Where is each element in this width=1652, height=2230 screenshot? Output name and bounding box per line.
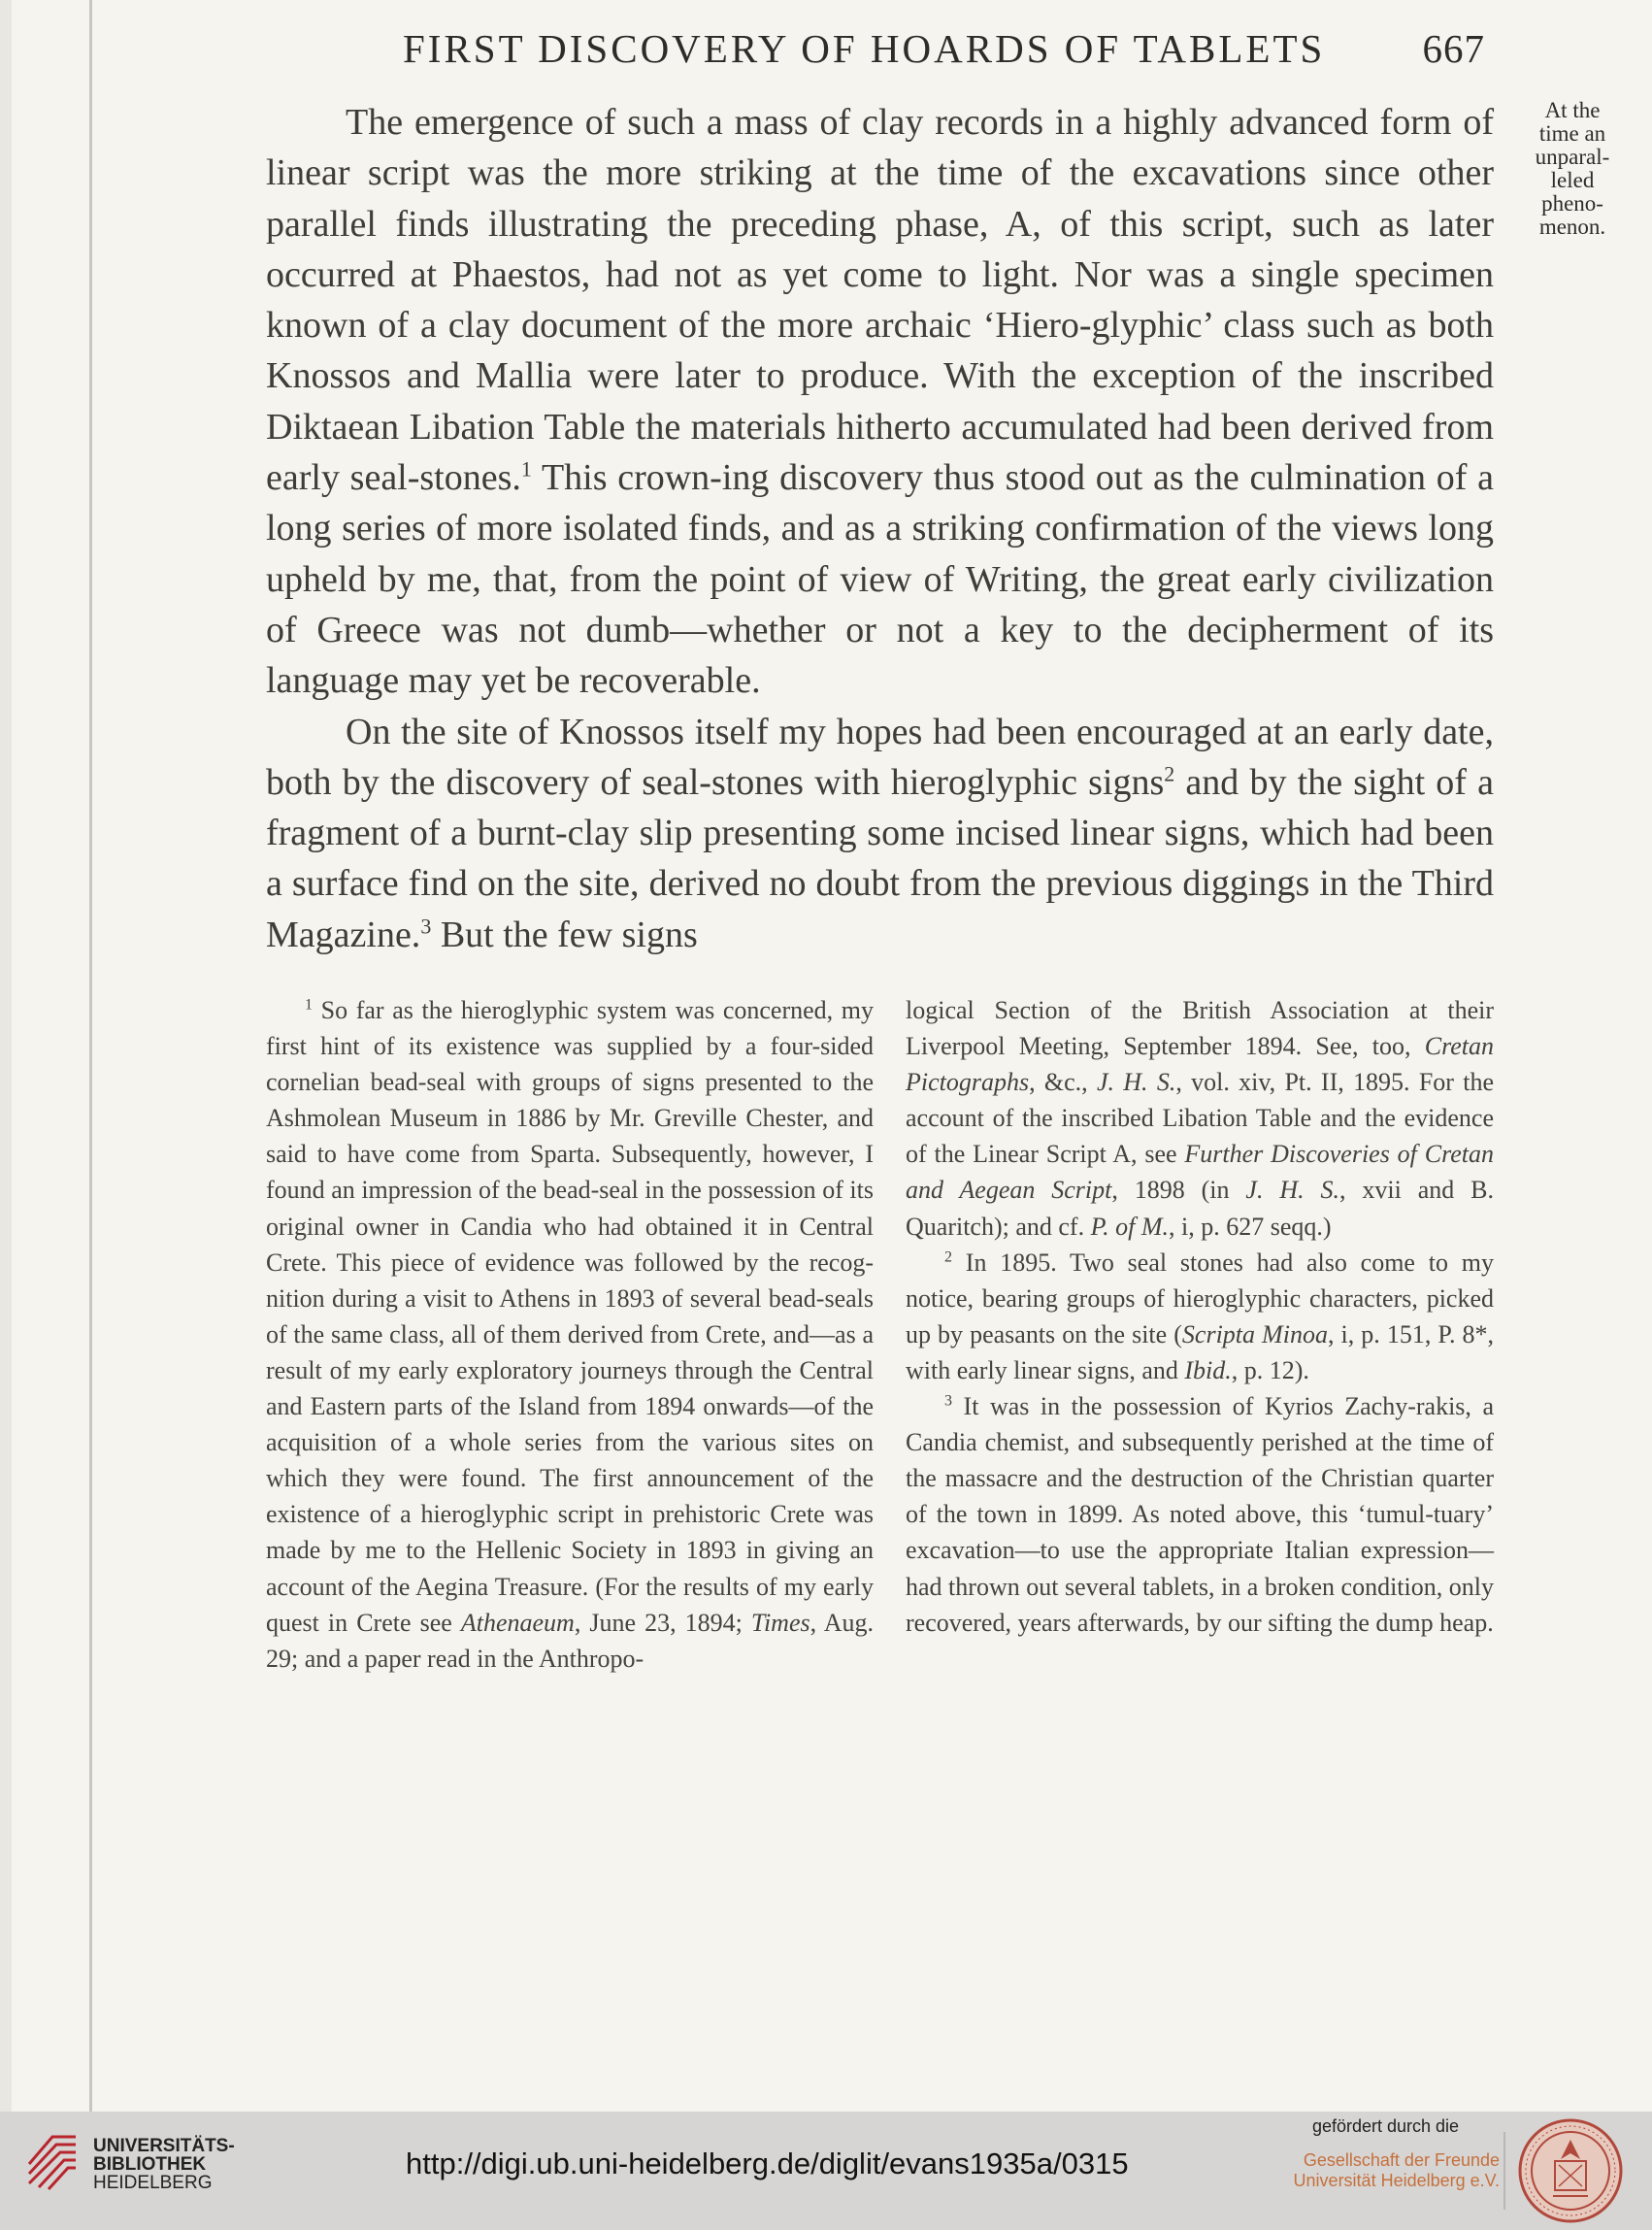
library-logo-icon[interactable] (25, 2129, 83, 2191)
body-text (266, 97, 1494, 960)
library-name[interactable]: UNIVERSITÄTS- BIBLIOTHEK HEIDELBERG (93, 2136, 235, 2193)
footnotes-right-column (906, 992, 1494, 1641)
binding-line (89, 0, 92, 2112)
marginal-note: At the time an unparal- leled pheno- menon. (1535, 98, 1610, 239)
footnote-mark-1: 1 (305, 996, 313, 1014)
university-seal-icon[interactable] (1516, 2116, 1625, 2225)
footer-divider (1503, 2132, 1505, 2210)
footnote-mark-3: 3 (944, 1392, 952, 1410)
permalink-url[interactable]: http://digi.ub.uni-heidelberg.de/diglit/evans1935a/0315 (406, 2147, 1129, 2180)
page-number: 667 (1422, 26, 1485, 71)
footnote-3: $^3$ It was in the possession of Kyrios Zachy-rakis, a Candia chemist, and subsequently perished at the time of the massacre and the destruction of the Christian quarter of the town in 1899. As noted above, this ‘tumul-tuary’ excavation—to use the appropriate Italian expression—had thrown out several tablets, in a broken condition, only recovered, years afterwards, by our sifting the dump heap. (906, 1392, 1494, 1637)
footnote-ref-2[interactable]: 2 (1164, 761, 1175, 786)
footnote-ref-1[interactable]: 1 (520, 456, 532, 482)
page-gutter (0, 0, 12, 2112)
sponsor-credit[interactable]: gefördert durch die Gesellschaft der Freunde Universität Heidelberg e.V. (1272, 2116, 1500, 2191)
footnotes-left-column (266, 992, 874, 1677)
footnote-2: $^2$ In 1895. Two seal stones had also come to my notice, bearing groups of hieroglyphic characters, picked up by peasants on the site (Scripta Minoa, i, p. 151, P. 8*, with early linear signs, and Ibid., p. 12). (906, 1248, 1494, 1384)
running-head (403, 25, 1485, 80)
paragraph-1: The emergence of such a mass of clay records in a highly advanced form of linear script was the more striking at the time of the excavations since other parallel finds illustrating the preceding phase, A, of this script, such as later occurred at Phaestos, had not as yet come to light. Nor was a single specimen known of a clay document of the more archaic ‘Hiero-glyphic’ class such as both Knossos and Mallia were later to produce. With the exception of the inscribed Diktaean Libation Table the materials hitherto accumulated had been derived from early seal-stones.$^1$ This crown-ing discovery thus stood out as the culmination of a long series of more isolated finds, and as a striking confirmation of the views long upheld by me, that, from the point of view of Writing, the great early civilization of Greece was not dumb—whether or not a key to the decipherment of its language may yet be recoverable. (266, 102, 1494, 702)
footnote-ref-3[interactable]: 3 (420, 914, 432, 939)
footnote-1: $^1$ So far as the hieroglyphic system was concerned, my first hint of its existence was supplied by a four-sided cornelian bead-seal with groups of signs presented to the Ashmolean Museum in 1886 by Mr. Greville Chester, and said to have come from Sparta. Subsequently, however, I found an impression of the bead-seal in the possession of its original owner in Candia who had obtained it in Central Crete. This piece of evidence was followed by the recog-nition during a visit to Athens in 1893 of several bead-seals of the same class, all of them derived from Crete, and—as a result of my early exploratory journeys through the Central and Eastern parts of the Island from 1894 onwards—of the acquisition of a whole series from the various sites on which they were found. The first announcement of the existence of a hieroglyphic script in prehistoric Crete was made by me to the Hellenic Society in 1893 in giving an account of the Aegina Treasure. (For the results of my early quest in Crete see Athenaeum, June 23, 1894; Times, Aug. 29; and a paper read in the Anthropo- (266, 996, 875, 1673)
running-head-title: FIRST DISCOVERY OF HOARDS OF TABLETS (403, 26, 1326, 71)
sponsor-name: Gesellschaft der Freunde Universität Heidelberg e.V. (1293, 2150, 1500, 2190)
footnote-mark-2: 2 (944, 1248, 952, 1265)
footnote-1-continued: logical Section of the British Association at their Liverpool Meeting, September 1894. See, too, Cretan Pictographs, &c., J. H. S., vol. xiv, Pt. II, 1895. For the account of the inscribed Libation Table and the evidence of the Linear Script A, see Further Discoveries of Cretan and Aegean Script, 1898 (in J. H. S., xvii and B. Quaritch); and cf. P. of M., i, p. 627 seqq.) (906, 996, 1494, 1241)
paragraph-2: On the site of Knossos itself my hopes had been encouraged at an early date, both by the discovery of seal-stones with hieroglyphic signs$^2$ and by the sight of a fragment of a burnt-clay slip presenting some incised linear signs, which had been a surface find on the site, derived no doubt from the previous diggings in the Third Magazine.$^3$ But the few signs (266, 711, 1495, 955)
